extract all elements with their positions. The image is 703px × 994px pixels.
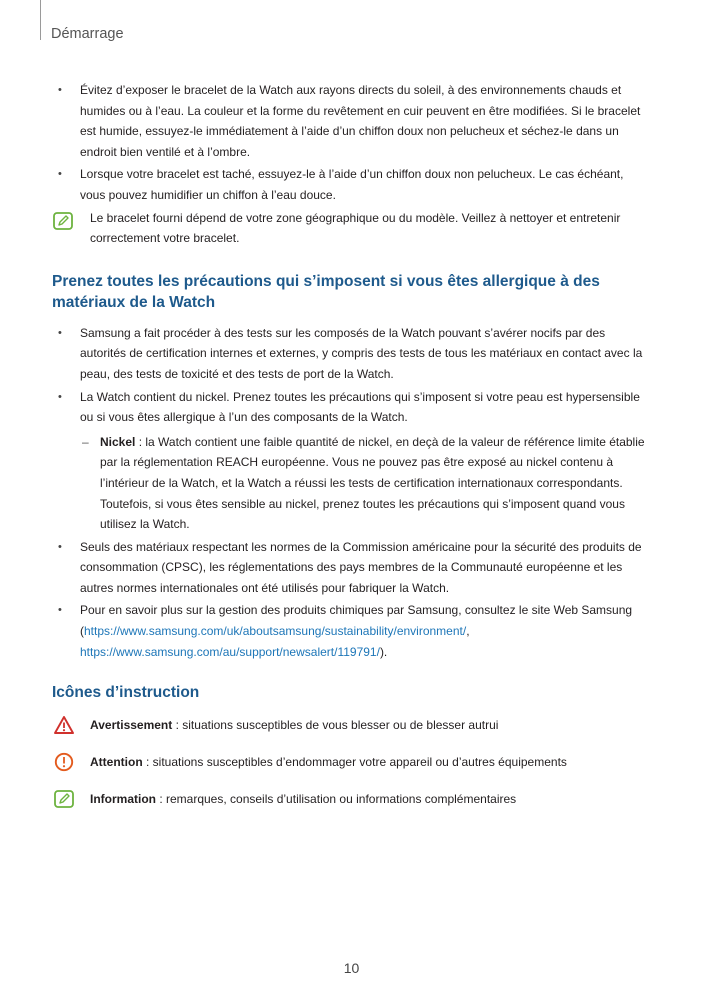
link-separator: ,	[466, 624, 470, 639]
list-item	[52, 537, 652, 599]
allergy-bullet-1: Samsung a fait procéder à des tests sur les composés de la Watch pouvant s’avérer nocifs par des autorités de certification internes et externes, y compris des tests de tous les matériaux en contact avec la peau, des tests de toxicité et des tests de port de la Watch.	[80, 325, 643, 381]
page-number: 10	[343, 960, 360, 976]
list-item	[52, 80, 652, 162]
attention-description	[90, 752, 652, 773]
bullet-icon: •	[58, 326, 62, 339]
bullet-icon: •	[58, 390, 62, 403]
nickel-label: Nickel	[100, 434, 136, 449]
information-pencil-icon	[54, 789, 74, 809]
bullet-icon: •	[58, 540, 62, 553]
warning-text: : situations susceptibles de vous blesser ou de blesser autrui	[172, 718, 499, 733]
bullet-icon: •	[58, 604, 62, 617]
icon-legend-information	[52, 789, 652, 809]
care-bullet-1: Évitez d’exposer le bracelet de la Watch aux rayons directs du soleil, à des environnements chauds et humides ou à l’eau. La couleur et la forme du revêtement en cuir peuvent en être modifiées. Si le bracelet est humide, essuyez-le immédiatement à l’aide d’un chiffon doux non pelucheux et séchez-le dans un endroit bien ventilé et à l’ombre.	[80, 83, 641, 159]
information-description	[90, 789, 652, 810]
warning-description	[90, 715, 652, 736]
samsung-newsalert-link[interactable]: https://www.samsung.com/au/support/newsalert/119791/	[80, 644, 380, 659]
attention-text: : situations susceptibles d’endommager votre appareil ou d’autres équipements	[142, 755, 567, 770]
note-pencil-icon	[53, 212, 73, 230]
section-title: Démarrage	[51, 26, 124, 42]
bullet-icon: •	[58, 84, 62, 96]
allergy-bullet-2: La Watch contient du nickel. Prenez toutes les précautions qui s’imposent si votre peau est hypersensible ou si vous êtes allergique à l’un des composants de la Watch.	[80, 389, 640, 425]
warning-label: Avertissement	[90, 718, 173, 733]
samsung-environment-link[interactable]: https://www.samsung.com/uk/aboutsamsung/sustainability/environment/	[84, 624, 467, 639]
warning-triangle-icon	[54, 715, 74, 735]
bullet-4-prefix: Pour en savoir plus sur la gestion des produits chimiques par Samsung, consultez le site Web Samsung (	[80, 603, 633, 639]
allergy-bullet-3: Seuls des matériaux respectant les normes de la Commission américaine pour la sécurité des produits de consommation (CPSC), les réglementations des pays membres de la Communauté européenne et les autres normes internationales ont été utilisés pour fabriquer la Watch.	[80, 539, 642, 595]
note-text: Le bracelet fourni dépend de votre zone géographique ou du modèle. Veillez à nettoyer et entretenir correctement votre bracelet.	[90, 210, 621, 246]
bullet-icon: •	[58, 168, 62, 181]
page-content	[52, 80, 652, 826]
nickel-text	[100, 432, 652, 535]
information-text: : remarques, conseils d’utilisation ou informations complémentaires	[156, 792, 517, 807]
attention-circle-icon	[54, 752, 74, 772]
list-item	[52, 387, 652, 428]
list-item	[52, 600, 652, 662]
bullet-4-suffix: ).	[379, 644, 388, 659]
information-label: Information	[90, 792, 156, 807]
attention-label: Attention	[90, 755, 143, 770]
list-item	[52, 323, 652, 385]
section-heading-allergy: Prenez toutes les précautions qui s’imposent si vous êtes allergique à des matériaux de la Watch	[52, 272, 600, 311]
dash-icon: –	[82, 434, 89, 449]
sub-list-item	[52, 432, 652, 535]
icon-legend-attention	[52, 752, 652, 772]
header-rule	[40, 0, 41, 40]
icon-legend-warning	[52, 715, 652, 735]
nickel-description: : la Watch contient une faible quantité de nickel, en deçà de la valeur de référence limite établie par la réglementation REACH européenne. Vous ne pouvez pas être exposé au nickel contenu à l’intérieur de la Watch, et la Watch a réussi les tests de certification internationaux correspondants. Toutefois, si vous êtes sensible au nickel, prenez toutes les précautions qui s’imposent quand vous utilisez la Watch.	[100, 434, 645, 532]
care-bullet-2: Lorsque votre bracelet est taché, essuyez-le à l’aide d’un chiffon doux non pelucheux. Le cas échéant, vous pouvez humidifier un chiffon à l’eau douce.	[80, 167, 624, 202]
list-item	[52, 164, 652, 205]
allergy-bullet-4	[80, 600, 652, 662]
section-heading-icons: Icônes d’instruction	[52, 684, 200, 702]
note-block	[52, 208, 652, 249]
